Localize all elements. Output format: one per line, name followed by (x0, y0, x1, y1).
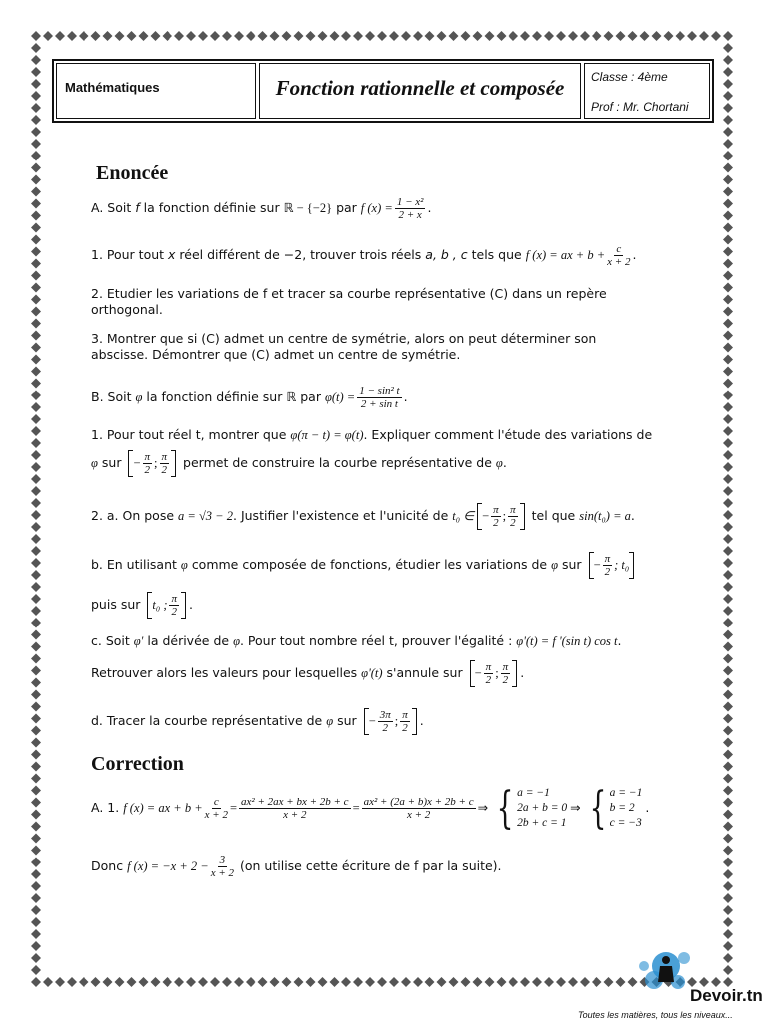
denominator: 2 (382, 722, 388, 735)
teacher-label: Prof : Mr. Chortani (591, 100, 689, 114)
math-phi: φ (495, 456, 503, 471)
text: A. 1. (91, 800, 120, 815)
partB-q2b-line2: puis sur t₀ ; $\frac{\pi}{2}$ . (91, 593, 193, 619)
interval: − $\frac{\pi}{2}$ ; $\frac{\pi}{2}$ (128, 450, 176, 477)
subject-cell (56, 63, 256, 119)
equation-system: { a = −1 b = 2 c = −3 (589, 782, 643, 834)
partB-q2c-line2: Retrouver alors les valeurs pour lesquelles φ'(t) s'annule sur − $\frac{\pi}{2}$ ; $\frac{\pi}{2}$ . (91, 661, 525, 687)
numerator: π (171, 593, 177, 605)
text: sur (337, 713, 357, 729)
partB-q1-line1 (91, 427, 652, 443)
numerator: π (144, 451, 151, 463)
denominator: x + 2 (283, 809, 307, 821)
math-eq: f (x) = −x + 2 − (127, 859, 209, 874)
numerator: π (485, 661, 492, 673)
partB-q2b-line1 (91, 552, 637, 579)
numerator: π (604, 553, 611, 565)
info-cell (584, 63, 710, 119)
interval (147, 592, 186, 619)
fraction (205, 796, 228, 821)
system-row: 2b + c = 1 (517, 817, 567, 829)
denominator: 2 (485, 674, 492, 687)
math-phiprime: φ' (133, 634, 144, 648)
text: . Justifier l'existence et l'unicité de (233, 508, 449, 524)
math-phiprime-t: φ'(t) (361, 666, 383, 681)
text: sur (101, 455, 122, 471)
interval: − $\frac{\pi}{2}$ ; t₀ (589, 552, 635, 579)
system-row: 2a + b = 0 (517, 802, 568, 814)
numerator: 3π (379, 709, 391, 721)
text: puis sur (91, 597, 141, 613)
text: B. Soit (91, 389, 132, 405)
denominator: 2 (604, 566, 611, 579)
numerator: ax² + 2ax + bx + 2b + c (241, 795, 349, 808)
partB-q2a: 2. a. On pose a = √3 − 2. Justifier l'existence et l'unicité de t₀ ∈ − $\frac{\pi}{2}$ ; $\frac{\pi}{2}$ tel que sin(t₀) = a. (91, 504, 635, 530)
fraction (362, 796, 476, 821)
math-fx: f (x) = (360, 201, 393, 216)
numerator: 1 − x² (396, 196, 424, 208)
document-title: Fonction rationnelle et composée (275, 76, 565, 100)
math-t0: t₀ ∈ (452, 509, 475, 524)
math-phi: φ (180, 558, 188, 573)
text: 2. a. On pose (91, 508, 175, 524)
fraction (357, 385, 401, 410)
system-row: a = −1 (517, 787, 550, 799)
system-row: b = 2 (609, 802, 635, 814)
interval: − $\frac{\pi}{2}$ ; $\frac{\pi}{2}$ (470, 660, 518, 687)
system-row: a = −1 (609, 787, 643, 799)
partA-q3-line1: 3. Montrer que si (C) admet un centre de symétrie, alors on peut déterminer son (91, 331, 597, 346)
text: Retrouver alors les valeurs pour lesquelles (91, 665, 358, 681)
text: b. En utilisant (91, 557, 177, 573)
fraction (395, 196, 426, 221)
math-t0: t₀ ; (152, 598, 168, 613)
correction-donc (91, 854, 502, 879)
text: f (135, 200, 140, 216)
partB-q1-line2: φ sur − $\frac{\pi}{2}$ ; $\frac{\pi}{2}$ permet de construire la courbe représentative de φ. (91, 451, 507, 477)
math-eq: sin(t₀) = a (579, 509, 631, 524)
class-label: Classe : 4ème (591, 70, 668, 84)
math-phi: φ (326, 714, 334, 729)
text: x (168, 247, 176, 263)
text: Donc (91, 858, 124, 874)
denominator: x + 2 (210, 867, 235, 880)
numerator: π (402, 709, 408, 721)
math-domain: ℝ − {−2} (283, 201, 333, 216)
text: réel différent de −2, trouver trois réels (179, 247, 422, 263)
math-phit: φ(t) = (324, 390, 356, 405)
denominator: 2 (510, 517, 516, 530)
partA-q1: 1. Pour tout x réel différent de −2, trouver trois réels a, b , c tels que f (x) = ax + b + $\frac{c}{x + 2}$ . (91, 243, 637, 269)
math-domain: ℝ (286, 390, 297, 405)
enoncee-heading: Enoncée (96, 162, 169, 184)
text: a, b , c (425, 247, 468, 263)
text: 1. Pour tout (91, 247, 165, 263)
text: . Pour tout nombre réel t, prouver l'égalité : (239, 633, 513, 648)
numerator: c (213, 795, 219, 808)
fraction (607, 243, 630, 268)
partA-q3-line2: abscisse. Démontrer que (C) admet un centre de symétrie. (91, 347, 461, 362)
text: sur (562, 557, 582, 573)
logo-tagline: Toutes les matières, tous les niveaux... (578, 1010, 733, 1020)
denominator: x + 2 (204, 809, 228, 821)
denominator: 2 (144, 464, 151, 477)
denominator: 2 (402, 722, 408, 735)
partB-q2d: d. Tracer la courbe représentative de φ sur − $\frac{3\pi}{2}$ ; $\frac{\pi}{2}$ . (91, 709, 424, 735)
math-eq: f (x) = ax + b + (525, 248, 606, 263)
text: (on utilise cette écriture de f par la suite). (240, 858, 502, 874)
correction-heading: Correction (91, 753, 184, 775)
numerator: c (616, 243, 622, 255)
title-cell (259, 63, 581, 119)
numerator: π (161, 451, 168, 463)
math-a: a = √3 − 2 (178, 509, 233, 524)
partB-intro: B. Soit φ la fonction définie sur ℝ par φ(t) = $\frac{\text{1 − sin² t}}{\text{2 + sin t}}$ . (91, 385, 408, 411)
interval: − $\frac{\pi}{2}$ ; $\frac{\pi}{2}$ (477, 503, 525, 530)
text: tels que (471, 247, 522, 263)
text: permet de construire la courbe représentative de (183, 455, 492, 471)
text: comme composée de fonctions, étudier les variations de (191, 557, 548, 573)
math-eq: φ'(t) = f '(sin t) cos t (516, 634, 618, 648)
denominator: 2 (171, 606, 177, 619)
denominator: 2 + sin t (360, 398, 398, 411)
denominator: x + 2 (406, 809, 431, 821)
numerator: 1 − sin² t (359, 385, 400, 397)
system-row: c = −3 (609, 817, 642, 829)
text: s'annule sur (386, 665, 463, 681)
interval: − $\frac{3\pi}{2}$ ; $\frac{\pi}{2}$ (364, 708, 417, 735)
numerator: π (493, 504, 499, 516)
math-lhs: f (x) = ax + b + (123, 801, 203, 815)
fraction (211, 854, 234, 879)
denominator: 2 (493, 517, 499, 530)
numerator: ax² + (2a + b)x + 2b + c (363, 795, 474, 808)
partB-q2c-line1: c. Soit φ' la dérivée de φ. Pour tout nombre réel t, prouver l'égalité : φ'(t) = f '(sin t) cos t. (91, 633, 622, 648)
math-phi: φ (551, 558, 559, 573)
numerator: π (510, 504, 516, 516)
denominator: 2 + x (398, 209, 422, 222)
math-phi: φ (233, 634, 240, 648)
math-phi: φ (91, 456, 98, 471)
correction-a1: A. 1. f (x) = ax + b + $\frac{c}{x + 2}$ = $\frac{\text{ax² + 2ax + bx + 2b + c}}{x + 2}$ = $\frac{\text{ax² + (2a + b)x + 2b + c}}{x + 2}$ ⇒ { a = −1 2a + b = 0 2b + c = 1 ⇒ { a = −1 b = 2 c = −3 . (91, 782, 650, 834)
math-eq: φ(π − t) = φ(t) (290, 428, 364, 442)
text: la dérivée de (147, 633, 230, 648)
partA-q2-line1: 2. Etudier les variations de f et tracer sa courbe représentative (C) dans un repère (91, 286, 607, 301)
text: par (300, 389, 321, 405)
equation-system: { a = −1 2a + b = 0 2b + c = 1 (496, 782, 568, 834)
partA-q2-line2: orthogonal. (91, 302, 163, 317)
fraction (239, 796, 351, 821)
subject-label: Mathématiques (65, 80, 160, 95)
text: la fonction définie sur (143, 200, 280, 216)
text: 1. Pour tout réel t, montrer que (91, 427, 287, 442)
text: c. Soit (91, 633, 130, 648)
text: par (336, 200, 357, 216)
denominator: x + 2 (607, 256, 631, 269)
numerator: 3 (219, 854, 226, 866)
text: d. Tracer la courbe représentative de (91, 713, 323, 729)
denominator: 2 (502, 674, 509, 687)
logo-name: Devoir.tn (690, 986, 763, 1005)
numerator: π (502, 661, 509, 673)
text: . Expliquer comment l'étude des variations de (363, 427, 653, 442)
text: la fonction définie sur (146, 389, 283, 405)
partA-intro: A. Soit f la fonction définie sur ℝ − {−2} par f (x) = $\frac{\text{1 − x²}}{2 + x}$ . (91, 196, 432, 222)
math-t0: ; t₀ (614, 558, 630, 573)
header-table (52, 59, 714, 123)
text: A. Soit (91, 200, 132, 216)
math-phi: φ (135, 390, 143, 405)
text: tel que (531, 508, 576, 524)
denominator: 2 (161, 464, 168, 477)
